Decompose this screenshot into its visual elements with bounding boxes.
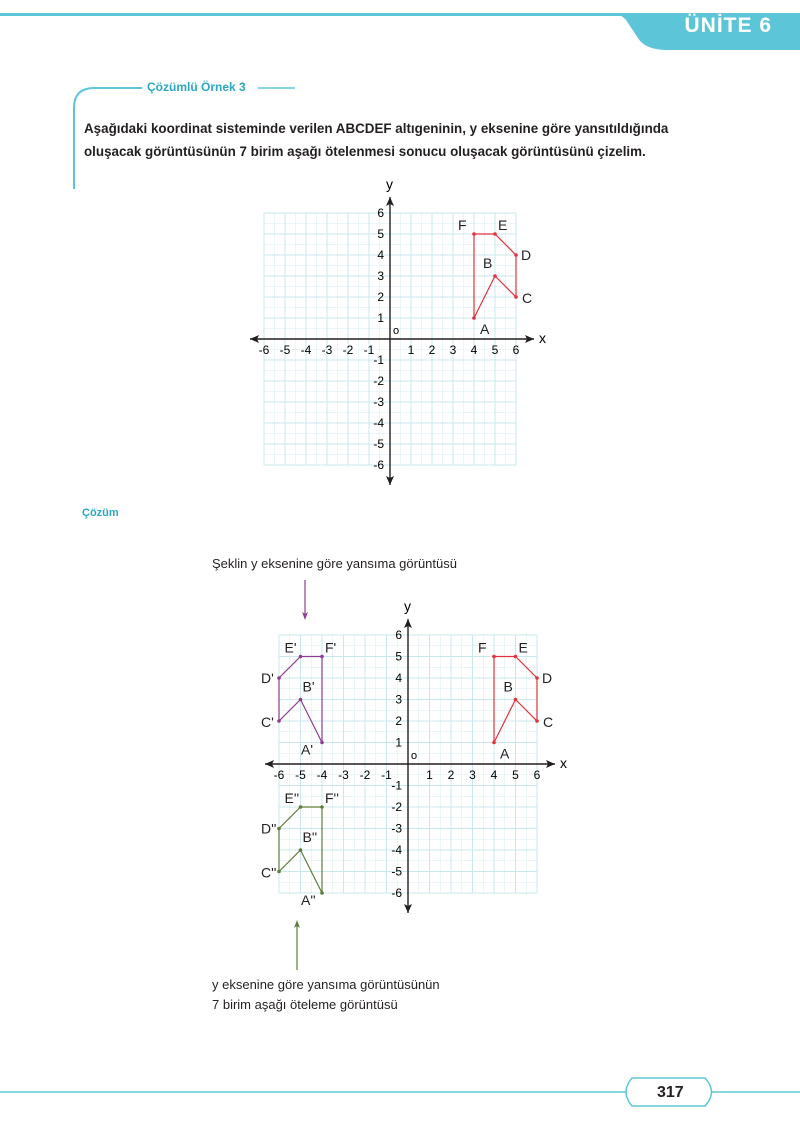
vertex-label-A: A <box>500 745 510 762</box>
vertex-label-A': A' <box>301 741 314 758</box>
y-tick-label: 4 <box>395 671 402 685</box>
problem-line-2: oluşacak görüntüsünün 7 birim aşağı ötelenmesi sonucu oluşacak görüntüsünü çizelim. <box>84 144 646 159</box>
x-tick-label: -5 <box>295 768 306 782</box>
x-tick-label: 1 <box>407 343 415 357</box>
vertex-label-F: F <box>478 639 487 656</box>
y-axis-label: y <box>404 598 411 614</box>
y-tick-label: 5 <box>377 227 384 241</box>
vertex-label-E: E <box>498 217 508 233</box>
vertex-label-D'': D'' <box>261 820 277 837</box>
y-tick-label: -4 <box>373 416 384 430</box>
vertex-point-A' <box>320 741 324 745</box>
x-axis-label: x <box>539 330 546 346</box>
y-tick-label: -2 <box>373 374 384 388</box>
x-tick-label: -1 <box>363 343 375 357</box>
vertex-point-E'' <box>299 805 303 809</box>
page-number: 317 <box>657 1084 684 1101</box>
vertex-label-B: B <box>483 255 493 271</box>
y-tick-label: 4 <box>377 248 384 262</box>
reflection-caption: Şeklin y eksenine göre yansıma görüntüsü <box>212 556 457 571</box>
vertex-point-F' <box>320 655 324 659</box>
vertex-point-C' <box>277 719 281 723</box>
x-axis-label: x <box>560 755 567 771</box>
x-tick-label: 2 <box>428 343 436 357</box>
vertex-point-C'' <box>277 870 281 874</box>
x-tick-label: 1 <box>426 768 433 782</box>
vertex-label-C: C <box>543 714 554 730</box>
origin-label: o <box>411 750 418 762</box>
x-tick-label: 4 <box>470 343 478 357</box>
vertex-label-F: F <box>458 217 467 233</box>
vertex-point-A'' <box>320 891 324 895</box>
x-tick-label: 5 <box>512 768 519 782</box>
y-tick-label: -3 <box>391 821 402 836</box>
y-tick-label: 2 <box>377 290 384 304</box>
x-tick-label: -3 <box>338 768 349 782</box>
x-tick-label: -2 <box>359 768 371 782</box>
vertex-label-D: D <box>542 670 553 686</box>
vertex-label-F': F' <box>325 639 337 656</box>
vertex-label-B': B' <box>302 678 315 695</box>
x-tick-label: -4 <box>300 343 312 357</box>
y-tick-label: -3 <box>373 395 384 409</box>
x-tick-label: 6 <box>512 343 520 357</box>
vertex-label-F'': F'' <box>325 790 339 806</box>
vertex-label-E: E <box>518 639 528 656</box>
y-tick-label: 1 <box>377 311 384 325</box>
y-axis-label: y <box>386 176 393 192</box>
y-tick-label: -4 <box>391 843 402 857</box>
y-tick-label: -5 <box>373 437 384 451</box>
y-tick-label: -6 <box>373 458 384 472</box>
vertex-label-B: B <box>503 678 513 695</box>
x-tick-label: 4 <box>490 768 498 782</box>
vertex-label-C'': C'' <box>261 864 277 881</box>
y-tick-label: 6 <box>377 206 384 220</box>
y-tick-label: -1 <box>373 353 384 367</box>
vertex-point-A <box>492 741 496 745</box>
y-tick-label: -6 <box>391 886 402 900</box>
vertex-point-C <box>535 719 539 723</box>
y-tick-label: 3 <box>395 692 402 707</box>
vertex-point-E' <box>299 655 303 659</box>
x-tick-label: -6 <box>273 768 285 782</box>
translation-caption-line-2: 7 birim aşağı öteleme görüntüsü <box>212 997 398 1012</box>
x-tick-label: -4 <box>316 768 328 782</box>
y-tick-label: -5 <box>391 864 402 879</box>
vertex-point-B'' <box>299 848 303 852</box>
vertex-point-D'' <box>277 827 281 831</box>
vertex-point-D <box>535 676 539 680</box>
vertex-label-A'': A'' <box>301 892 316 908</box>
solution-label: Çözüm <box>82 507 119 519</box>
vertex-label-C': C' <box>261 714 274 730</box>
translation-caption <box>212 975 440 1015</box>
vertex-point-B <box>514 698 518 702</box>
vertex-point-E <box>514 655 518 659</box>
x-tick-label: 3 <box>449 343 457 357</box>
vertex-label-D: D <box>521 247 532 263</box>
vertex-label-B'': B'' <box>302 829 318 845</box>
y-tick-label: 3 <box>377 269 384 283</box>
vertex-label-A: A <box>480 321 490 337</box>
unit-label: ÜNİTE 6 <box>684 14 772 37</box>
vertex-point-D' <box>277 676 281 680</box>
vertex-point-B' <box>299 698 303 702</box>
example-title: Çözümlü Örnek 3 <box>147 80 246 94</box>
x-tick-label: 6 <box>533 768 541 782</box>
x-tick-label: -2 <box>342 343 354 357</box>
x-tick-label: -5 <box>279 343 291 357</box>
x-tick-label: -6 <box>258 343 270 357</box>
x-tick-label: 3 <box>469 768 476 782</box>
vertex-point-F'' <box>320 805 324 809</box>
y-tick-label: 2 <box>395 714 402 728</box>
x-tick-label: -1 <box>381 768 392 782</box>
vertex-point-F <box>492 655 496 659</box>
x-tick-label: 5 <box>491 343 499 357</box>
vertex-label-E': E' <box>284 639 297 656</box>
y-tick-label: 6 <box>395 628 402 642</box>
vertex-label-D': D' <box>261 670 274 686</box>
vertex-label-E'': E'' <box>284 790 300 806</box>
y-tick-label: -1 <box>391 778 402 793</box>
x-tick-label: 2 <box>447 768 455 782</box>
problem-line-1: Aşağıdaki koordinat sisteminde verilen ABCDEF altıgeninin, y eksenine göre yansıtıldığında <box>84 121 669 136</box>
vertex-label-C: C <box>522 290 533 306</box>
y-tick-label: -2 <box>391 800 402 814</box>
x-tick-label: -3 <box>321 343 333 357</box>
translation-caption-line-1: y eksenine göre yansıma görüntüsünün <box>212 977 440 992</box>
y-tick-label: 1 <box>395 735 402 750</box>
y-tick-label: 5 <box>395 649 402 664</box>
origin-label: o <box>393 325 400 337</box>
